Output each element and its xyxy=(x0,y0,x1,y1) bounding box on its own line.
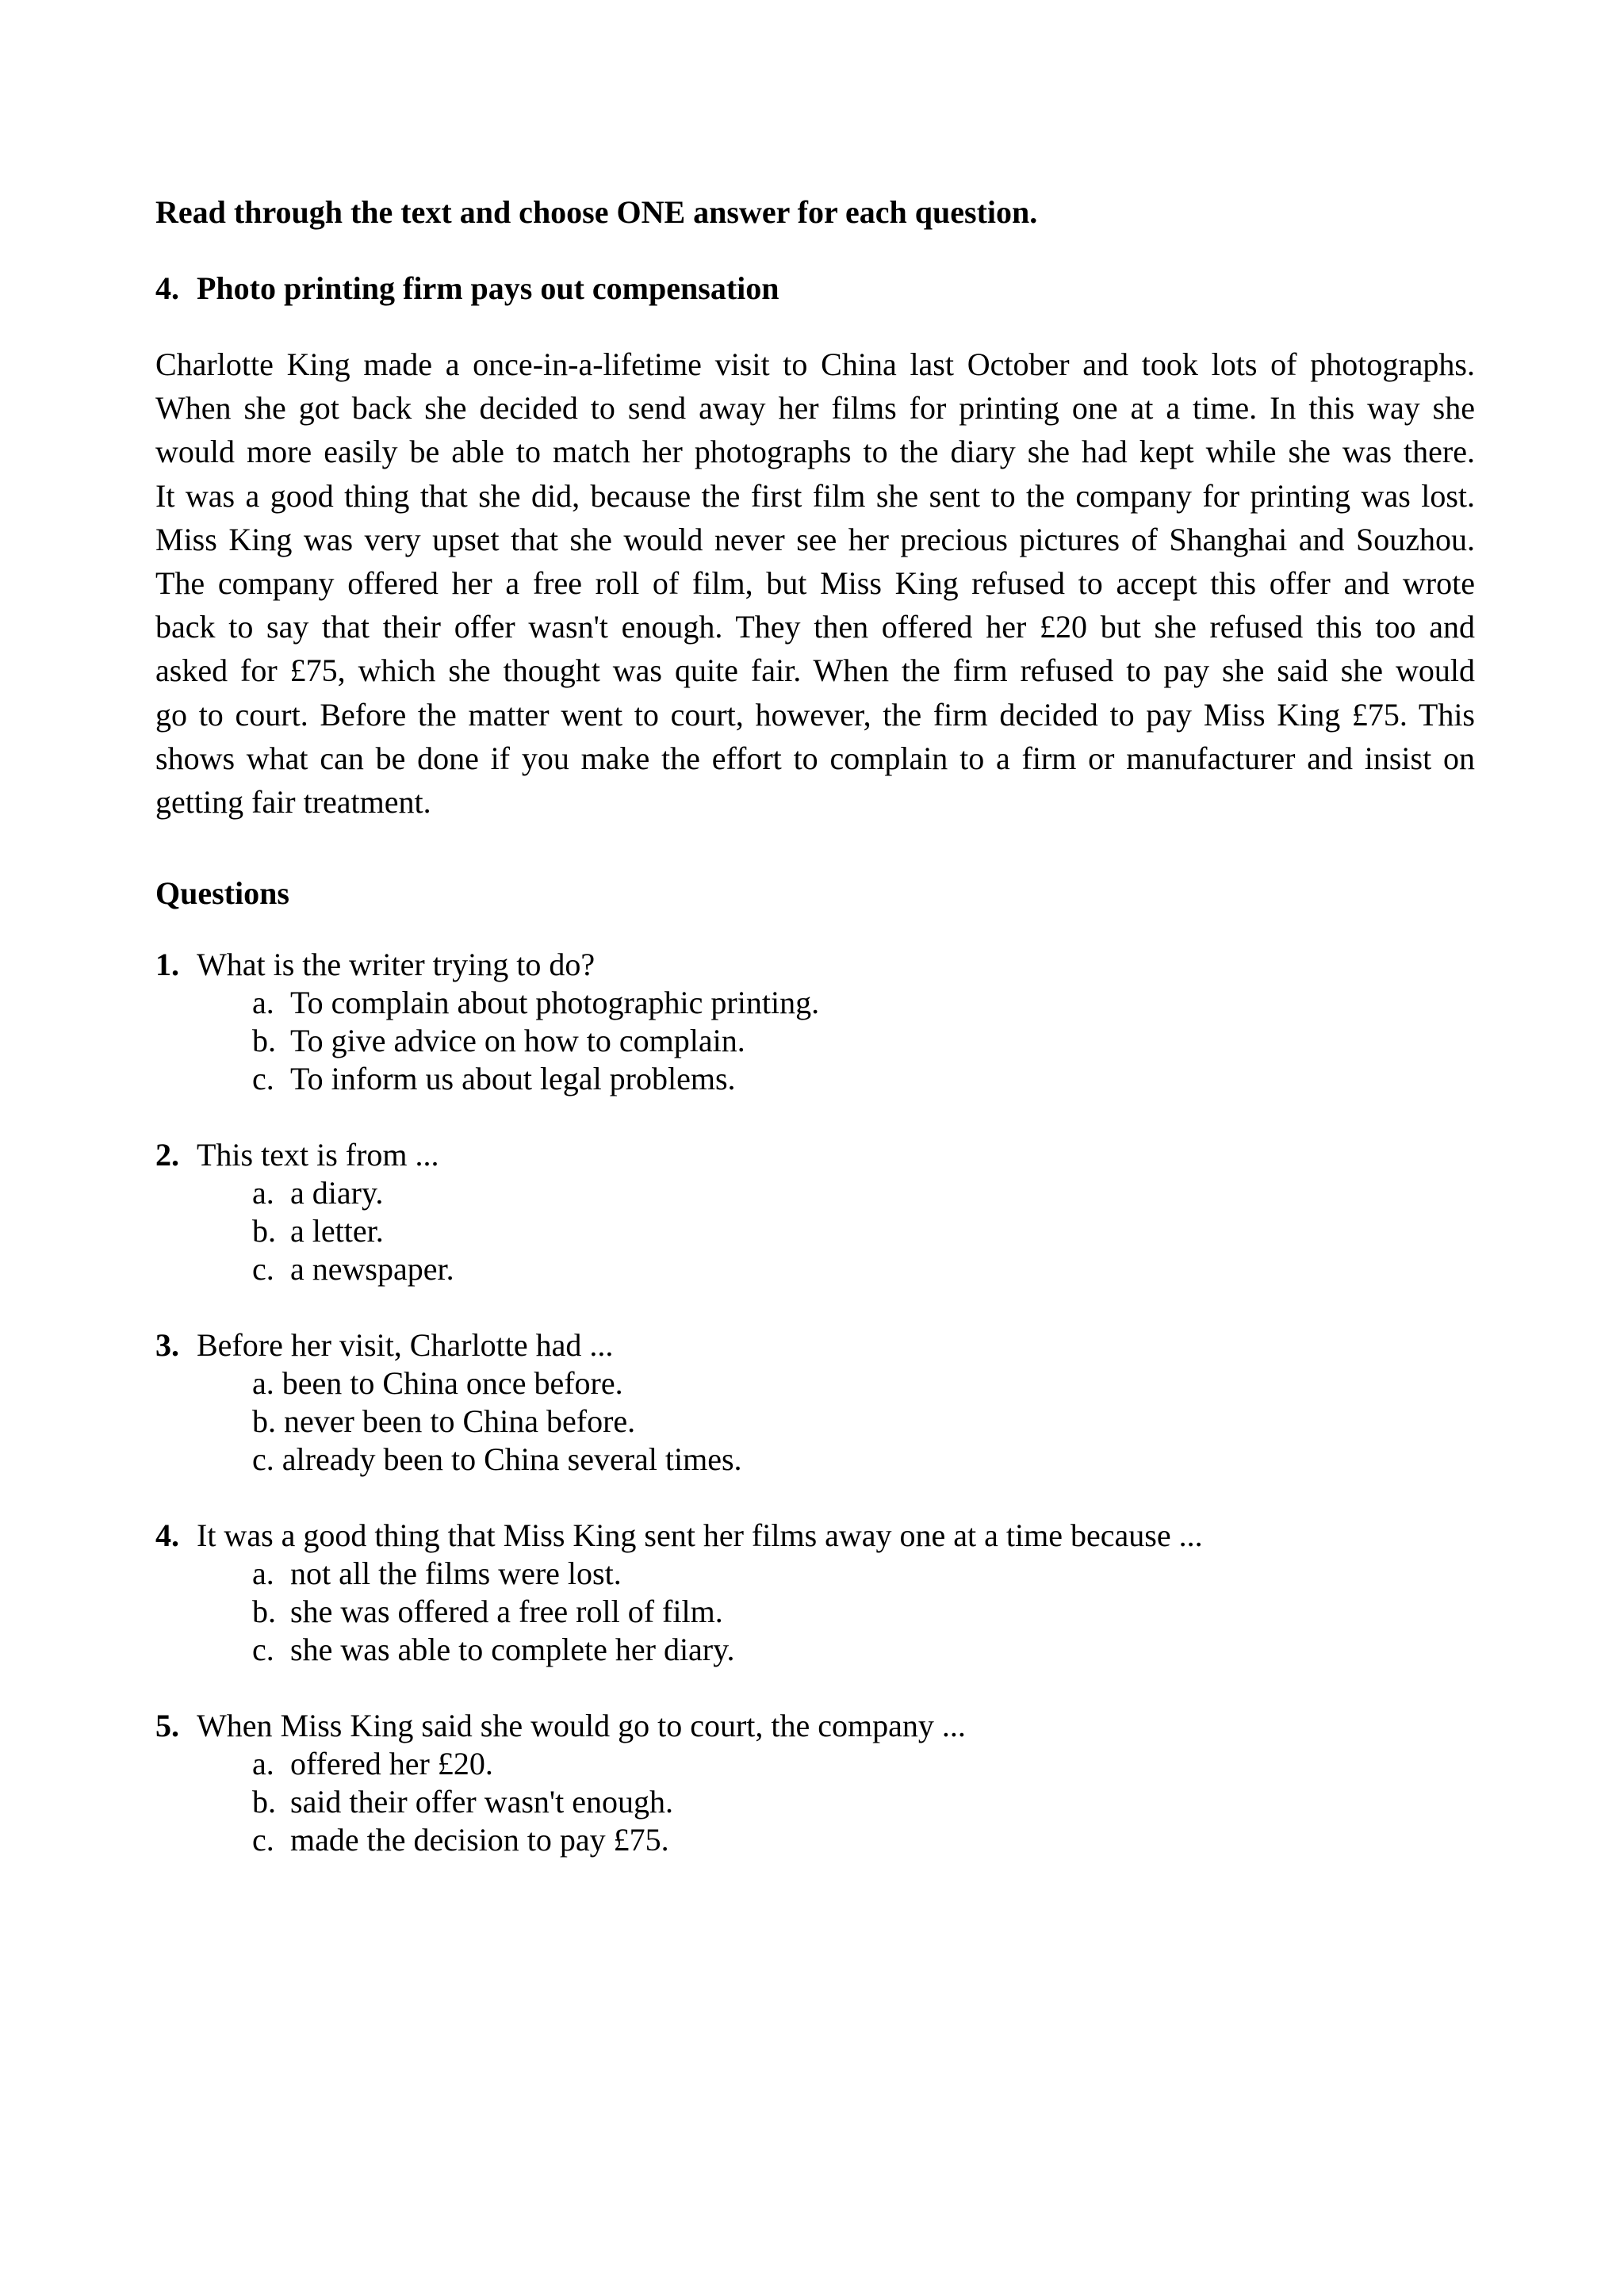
passage-line: When she got back she decided to send away her films for printing one at a time. In this way she xyxy=(155,390,1475,427)
passage-line: asked for £75, which she thought was quite fair. When the firm refused to pay she said she would xyxy=(155,652,1475,689)
question-number: 4. xyxy=(155,1517,179,1554)
option-letter: b. xyxy=(252,1213,276,1249)
option-text: To inform us about legal problems. xyxy=(290,1061,736,1097)
answer-option-c xyxy=(155,1060,1475,1098)
answer-options xyxy=(155,984,1475,1098)
passage-line: Miss King was very upset that she would never see her precious pictures of Shanghai and Souzhou. xyxy=(155,521,1475,557)
option-letter: a. xyxy=(252,985,274,1021)
passage-line: go to court. Before the matter went to court, however, the firm decided to pay Miss King £75. This xyxy=(155,696,1475,733)
option-letter: b. xyxy=(252,1784,276,1820)
question-prompt: This text is from ... xyxy=(197,1137,439,1173)
article-heading xyxy=(155,265,1475,312)
instruction-text: Read through the text and choose ONE answer for each question. xyxy=(155,194,1038,230)
answer-option-a xyxy=(155,1174,1475,1212)
question-prompt: It was a good thing that Miss King sent her films away one at a time because ... xyxy=(197,1517,1203,1554)
option-letter: a. xyxy=(252,1365,274,1402)
option-text: a newspaper. xyxy=(290,1251,454,1288)
answer-option-c xyxy=(155,1441,1475,1479)
option-text: To give advice on how to complain. xyxy=(290,1023,745,1059)
passage-line: getting fair treatment. xyxy=(155,784,431,821)
option-text: To complain about photographic printing. xyxy=(290,985,820,1021)
answer-option-b xyxy=(155,1783,1475,1821)
option-letter: b. xyxy=(252,1403,276,1440)
option-text: she was offered a free roll of film. xyxy=(290,1594,723,1630)
answer-option-c xyxy=(155,1631,1475,1669)
passage-line: It was a good thing that she did, because the first film she sent to the company for printing was lost. xyxy=(155,477,1475,514)
answer-option-b xyxy=(155,1212,1475,1250)
answer-option-a xyxy=(155,1364,1475,1402)
answer-option-b xyxy=(155,1593,1475,1631)
option-text: offered her £20. xyxy=(290,1746,493,1782)
answer-option-a xyxy=(155,1555,1475,1593)
question-text xyxy=(155,1326,1475,1364)
passage-line: shows what can be done if you make the effort to complain to a firm or manufacturer and insist on xyxy=(155,740,1475,776)
option-letter: a. xyxy=(252,1175,274,1211)
option-letter: b. xyxy=(252,1594,276,1630)
option-letter: b. xyxy=(252,1023,276,1059)
question-text xyxy=(155,1517,1475,1555)
option-letter: c. xyxy=(252,1632,274,1668)
question-prompt: Before her visit, Charlotte had ... xyxy=(197,1327,614,1364)
question-4 xyxy=(155,1517,1475,1669)
answer-option-a xyxy=(155,1745,1475,1783)
question-text xyxy=(155,1136,1475,1174)
question-number: 3. xyxy=(155,1327,179,1364)
answer-options xyxy=(155,1555,1475,1669)
question-number: 2. xyxy=(155,1137,179,1173)
option-letter: c. xyxy=(252,1251,274,1288)
question-number: 5. xyxy=(155,1708,179,1744)
answer-options xyxy=(155,1364,1475,1479)
answer-options xyxy=(155,1174,1475,1288)
document-page xyxy=(155,189,1475,1897)
passage-line: The company offered her a free roll of film, but Miss King refused to accept this offer and wrote xyxy=(155,565,1475,602)
question-text xyxy=(155,946,1475,984)
questions-heading: Questions xyxy=(155,875,289,912)
question-text xyxy=(155,1707,1475,1745)
option-letter: a. xyxy=(252,1746,274,1782)
question-1 xyxy=(155,946,1475,1098)
option-text: a diary. xyxy=(290,1175,384,1211)
question-number: 1. xyxy=(155,947,179,983)
article-title: Photo printing firm pays out compensation xyxy=(197,270,779,306)
option-text: made the decision to pay £75. xyxy=(290,1822,669,1858)
question-5 xyxy=(155,1707,1475,1859)
answer-option-b xyxy=(155,1022,1475,1060)
option-text: said their offer wasn't enough. xyxy=(290,1784,674,1820)
option-text: already been to China several times. xyxy=(282,1441,742,1478)
article-number: 4. xyxy=(155,270,179,306)
option-text: not all the films were lost. xyxy=(290,1556,622,1592)
answer-option-a xyxy=(155,984,1475,1022)
article-passage xyxy=(155,342,1475,824)
question-prompt: When Miss King said she would go to court, the company ... xyxy=(197,1708,966,1744)
answer-option-c xyxy=(155,1821,1475,1859)
question-2 xyxy=(155,1136,1475,1288)
option-text: a letter. xyxy=(290,1213,384,1249)
passage-line: back to say that their offer wasn't enough. They then offered her £20 but she refused this too and xyxy=(155,609,1475,645)
question-prompt: What is the writer trying to do? xyxy=(197,947,596,983)
option-text: never been to China before. xyxy=(284,1403,636,1440)
option-text: she was able to complete her diary. xyxy=(290,1632,735,1668)
answer-options xyxy=(155,1745,1475,1859)
option-text: been to China once before. xyxy=(282,1365,623,1402)
passage-line: would more easily be able to match her photographs to the diary she had kept while she was there. xyxy=(155,434,1475,470)
answer-option-b xyxy=(155,1402,1475,1441)
passage-line: Charlotte King made a once-in-a-lifetime visit to China last October and took lots of photographs. xyxy=(155,346,1475,382)
option-letter: c. xyxy=(252,1441,274,1478)
option-letter: a. xyxy=(252,1556,274,1592)
answer-option-c xyxy=(155,1250,1475,1288)
option-letter: c. xyxy=(252,1822,274,1858)
option-letter: c. xyxy=(252,1061,274,1097)
question-3 xyxy=(155,1326,1475,1479)
